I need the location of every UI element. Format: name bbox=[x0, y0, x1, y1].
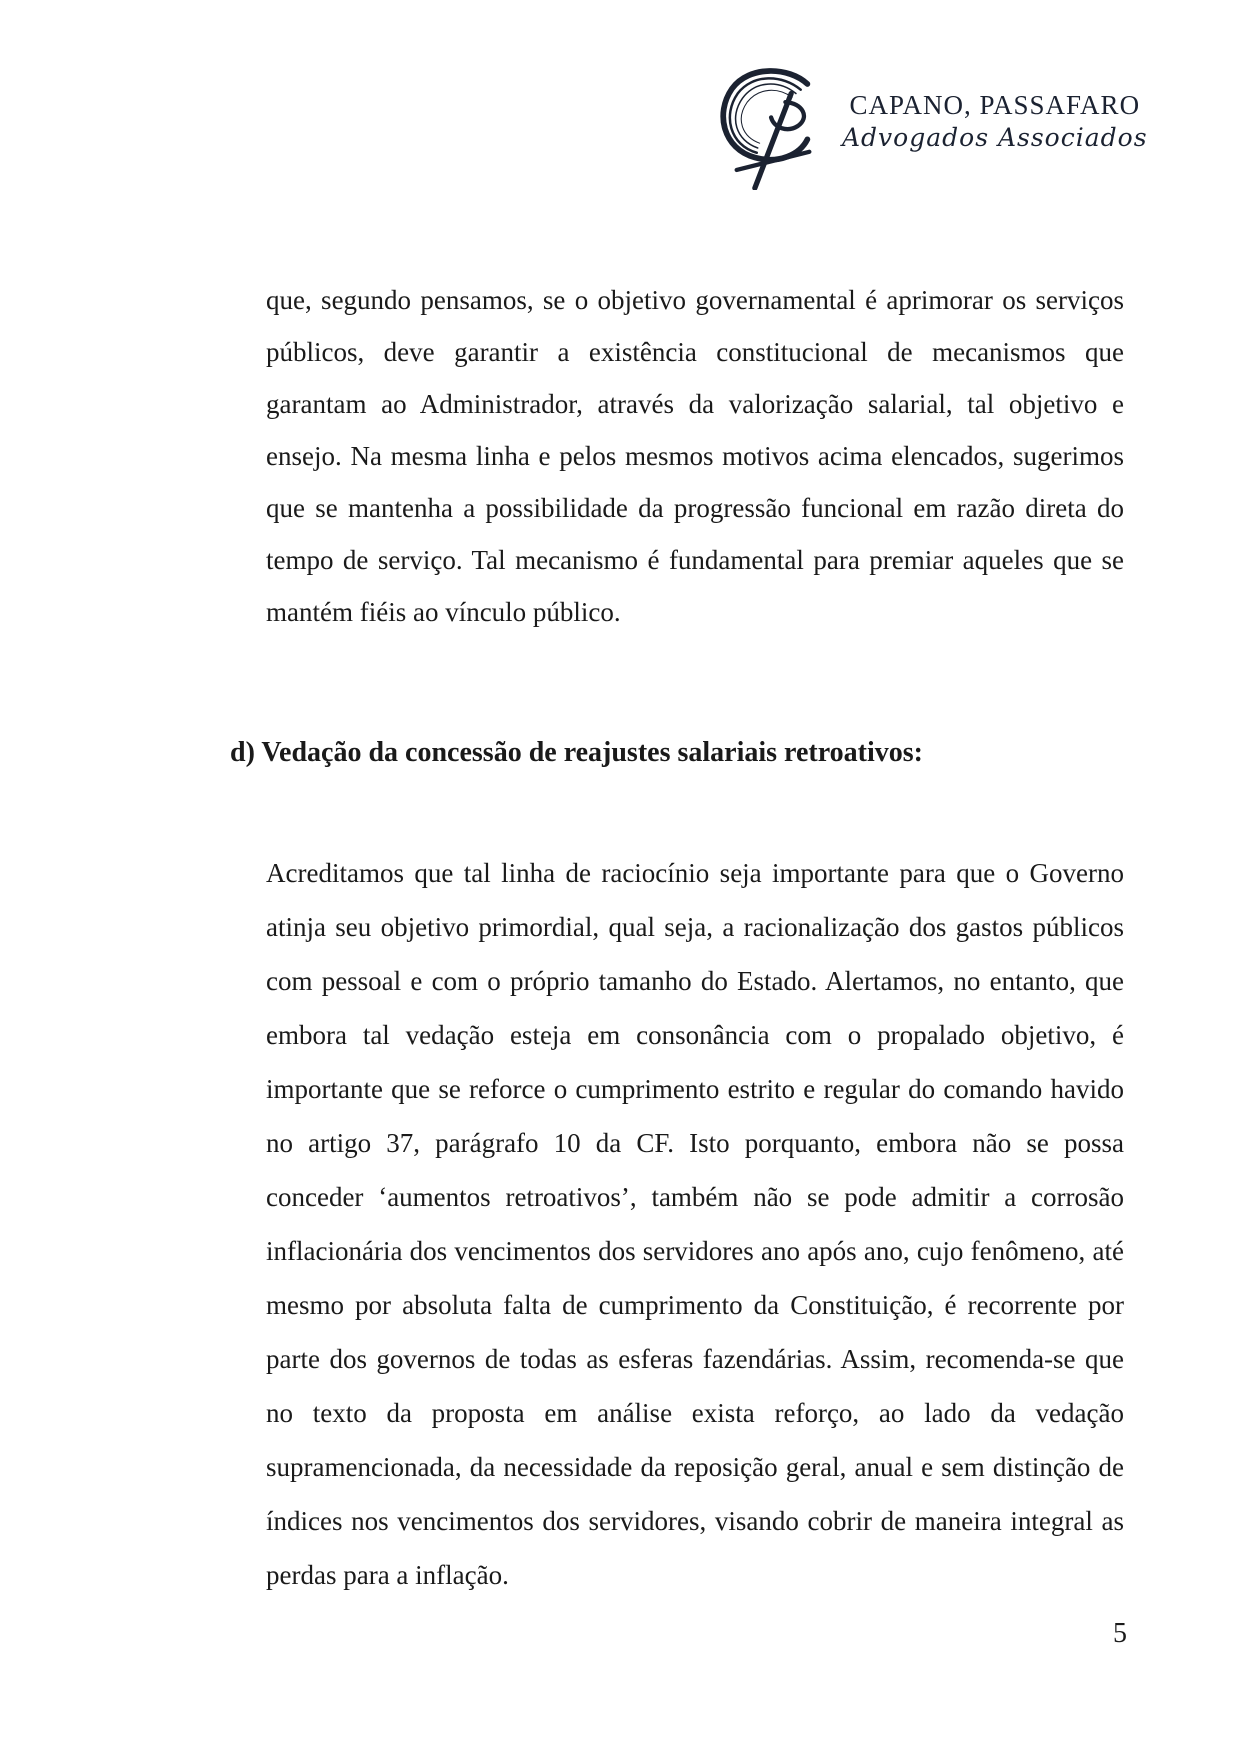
letterhead bbox=[710, 62, 1148, 190]
section-d-heading: d) Vedação da concessão de reajustes salariais retroativos: bbox=[230, 737, 923, 768]
firm-name-block bbox=[842, 90, 1148, 152]
cp-monogram-icon bbox=[710, 62, 836, 190]
page-number: 5 bbox=[1113, 1618, 1127, 1649]
firm-subtitle: Advogados Associados bbox=[842, 123, 1148, 152]
paragraph-continuation: que, segundo pensamos, se o objetivo governamental é aprimorar os serviços públicos, deve garantir a existência constitucional de mecanismos que garantam ao Administrador, através da valorização salarial, tal objetivo e ensejo. Na mesma linha e pelos mesmos motivos acima elencados, sugerimos que se mantenha a possibilidade da progressão funcional em razão direta do tempo de serviço. Tal mecanismo é fundamental para premiar aqueles que se mantém fiéis ao vínculo público. bbox=[266, 285, 1124, 627]
paragraph-section-d: Acreditamos que tal linha de raciocínio seja importante para que o Governo atinja seu objetivo primordial, qual seja, a racionalização dos gastos públicos com pessoal e com o próprio tamanho do Estado. Alertamos, no entanto, que embora tal vedação esteja em consonância com o propalado objetivo, é importante que se reforce o cumprimento estrito e regular do comando havido no artigo 37, parágrafo 10 da CF. Isto porquanto, embora não se possa conceder ‘aumentos retroativos’, também não se pode admitir a corrosão inflacionária dos vencimentos dos servidores ano após ano, cujo fenômeno, até mesmo por absoluta falta de cumprimento da Constituição, é recorrente por parte dos governos de todas as esferas fazendárias. Assim, recomenda-se que no texto da proposta em análise exista reforço, ao lado da vedação supramencionada, da necessidade da reposição geral, anual e sem distinção de índices nos vencimentos dos servidores, visando cobrir de maneira integral as perdas para a inflação. bbox=[266, 858, 1124, 1590]
firm-name: CAPANO, PASSAFARO bbox=[849, 90, 1141, 120]
